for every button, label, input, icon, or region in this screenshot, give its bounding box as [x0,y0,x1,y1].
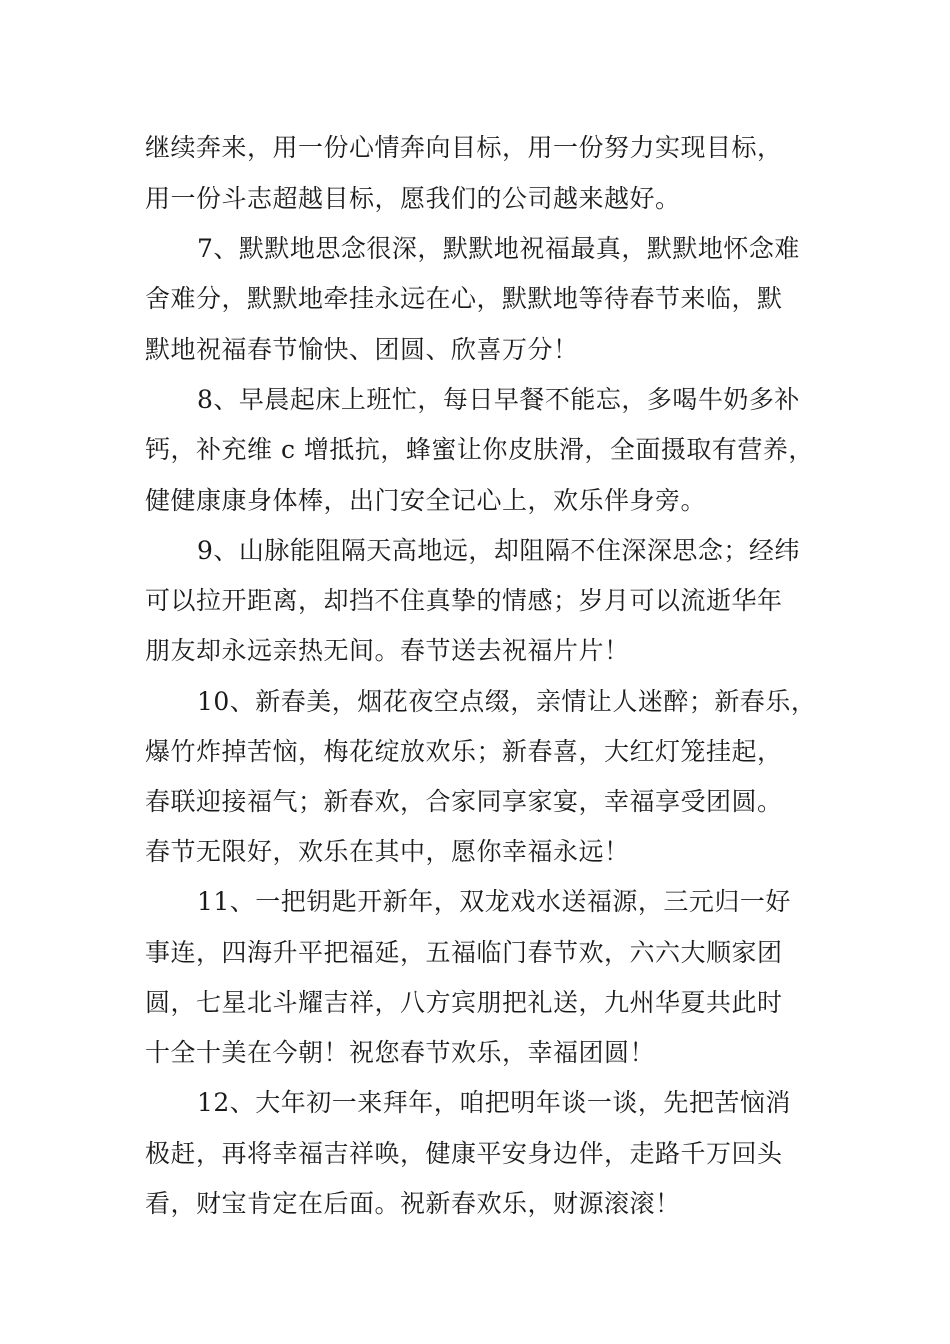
text-line: 7、默默地思念很深，默默地祝福最真，默默地怀念难 [197,234,800,263]
text-line: 钙，补充维 c 增抵抗，蜂蜜让你皮肤滑，全面摄取有营养， [145,435,814,464]
text-line: 默地祝福春节愉快、团圆、欣喜万分！ [145,335,579,364]
text-line: 10、新春美，烟花夜空点缀，亲情让人迷醉；新春乐， [197,687,817,716]
text-line: 8、早晨起床上班忙，每日早餐不能忘，多喝牛奶多补 [197,385,800,414]
text-line: 圆，七星北斗耀吉祥，八方宾朋把礼送，九州华夏共此时 [145,988,783,1017]
text-line: 爆竹炸掉苦恼，梅花绽放欢乐；新春喜，大红灯笼挂起， [145,737,783,766]
text-line: 健健康康身体棒，出门安全记心上，欢乐伴身旁。 [145,486,707,515]
text-line: 舍难分，默默地牵挂永远在心，默默地等待春节来临，默 [145,284,783,313]
text-line: 春节无限好，欢乐在其中，愿你幸福永远！ [145,837,630,866]
text-line: 用一份斗志超越目标，愿我们的公司越来越好。 [145,184,681,213]
text-line: 朋友却永远亲热无间。春节送去祝福片片！ [145,636,630,665]
text-line: 9、山脉能阻隔天高地远，却阻隔不住深深思念；经纬 [197,536,800,565]
text-line: 11、一把钥匙开新年，双龙戏水送福源，三元归一好 [197,887,791,916]
text-line: 继续奔来，用一份心情奔向目标，用一份努力实现目标， [145,133,783,162]
text-line: 春联迎接福气；新春欢，合家同享家宴，幸福享受团圆。 [145,787,783,816]
text-line: 事连，四海升平把福延，五福临门春节欢，六六大顺家团 [145,938,783,967]
text-line: 看，财宝肯定在后面。祝新春欢乐，财源滚滚！ [145,1189,681,1218]
text-line: 12、大年初一来拜年，咱把明年谈一谈，先把苦恼消 [197,1088,791,1117]
text-line: 十全十美在今朝！祝您春节欢乐，幸福团圆！ [145,1038,656,1067]
text-line: 可以拉开距离，却挡不住真挚的情感；岁月可以流逝华年 [145,586,783,615]
text-line: 极赶，再将幸福吉祥唤，健康平安身边伴，走路千万回头 [145,1139,783,1168]
